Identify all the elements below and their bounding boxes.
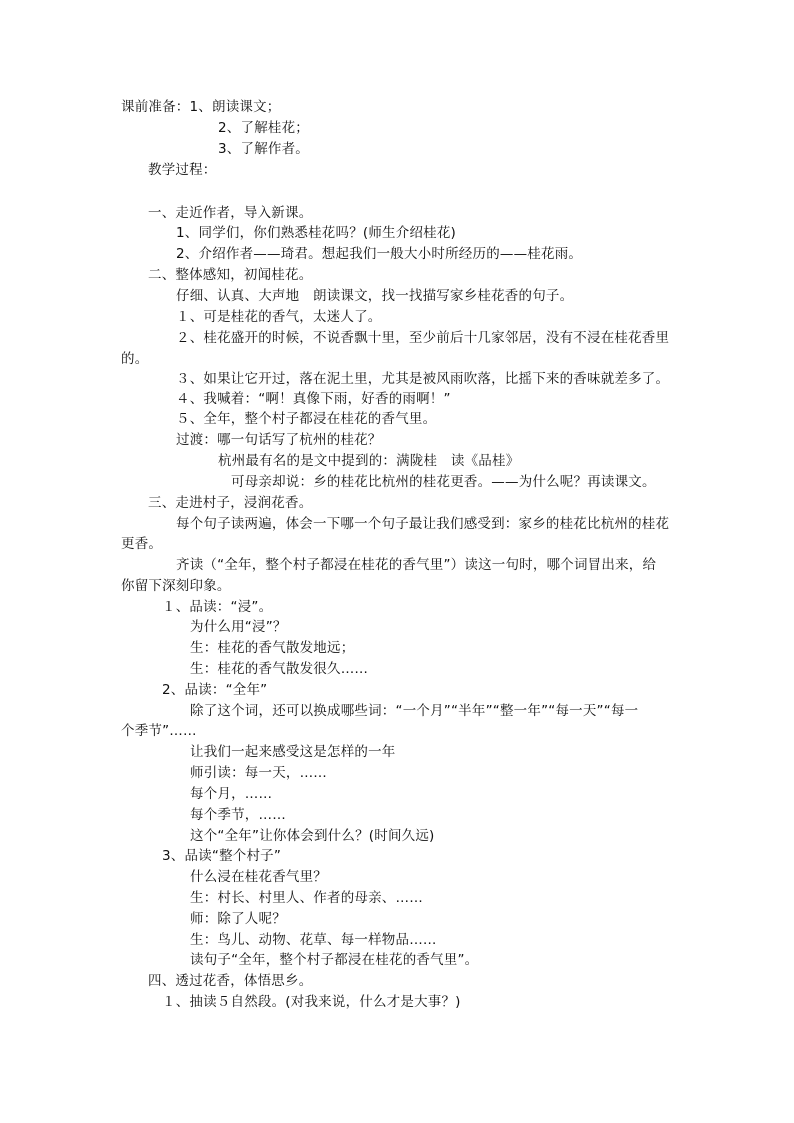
text-line: 2、品读：“全年” xyxy=(162,682,268,698)
text-line: 可母亲却说：乡的桂花比杭州的桂花更香。——为什么呢？再读课文。 xyxy=(231,474,656,490)
text-line: 生：桂花的香气散发地远； xyxy=(190,640,355,656)
section-heading-2: 二、整体感知，初闻桂花。 xyxy=(148,267,313,283)
text-line: 读句子“全年，整个村子都浸在桂花的香气里”。 xyxy=(190,952,479,968)
section-heading-process: 教学过程： xyxy=(148,162,217,178)
text-line: 你留下深刻印象。 xyxy=(121,578,231,594)
text-line: 更香。 xyxy=(121,536,163,552)
text-line: 仔细、认真、大声地 朗读课文，找一找描写家乡桂花香的句子。 xyxy=(176,288,574,304)
text-line: 过渡：哪一句话写了杭州的桂花？ xyxy=(176,432,382,448)
text-line: 杭州最有名的是文中提到的：满陇桂 读《品桂》 xyxy=(218,453,520,469)
text-line: 为什么用“浸”？ xyxy=(190,619,287,635)
text-line: １、品读：“浸”。 xyxy=(162,599,273,615)
text-line: 除了这个词，还可以换成哪些词：“一个月”“半年”“整一年”“每一天”“每一 xyxy=(190,703,639,719)
text-line: 1、同学们，你们熟悉桂花吗？(师生介绍桂花) xyxy=(176,225,457,241)
text-line: 每个季节，…… xyxy=(190,807,286,823)
text-line: 2、介绍作者——琦君。想起我们一般大小时所经历的——桂花雨。 xyxy=(176,246,583,262)
text-line: 每个句子读两遍，体会一下哪一个句子最让我们感受到：家乡的桂花比杭州的桂花 xyxy=(176,516,670,532)
text-line: 这个“全年”让你体会到什么？(时间久远) xyxy=(190,828,435,844)
text-line: １、可是桂花的香气，太迷人了。 xyxy=(176,309,382,325)
text-line: ４、我喊着：“啊！真像下雨，好香的雨啊！” xyxy=(176,391,451,407)
text-line: ３、如果让它开过，落在泥土里，尤其是被风雨吹落，比摇下来的香味就差多了。 xyxy=(176,371,670,387)
text-line: 生：鸟儿、动物、花草、每一样物品…… xyxy=(190,932,437,948)
text-line: 什么浸在桂花香气里？ xyxy=(190,869,327,885)
text-line: 师引读：每一天，…… xyxy=(190,765,327,781)
text-line: 每个月，…… xyxy=(190,786,273,802)
text-line: 3、品读“整个村子” xyxy=(162,848,282,864)
text-line: 的。 xyxy=(121,351,149,367)
section-heading-1: 一、走近作者，导入新课。 xyxy=(148,205,313,221)
text-line: 个季节”…… xyxy=(121,723,197,739)
text-line: 齐读（“全年，整个村子都浸在桂花的香气里”）读这一句时，哪个词冒出来，给 xyxy=(176,557,657,573)
prep-line-1: 课前准备：1、朗读课文； xyxy=(121,99,281,115)
text-line: 让我们一起来感受这是怎样的一年 xyxy=(190,744,396,760)
text-line: ２、桂花盛开的时候，不说香飘十里，至少前后十几家邻居，没有不浸在桂花香里 xyxy=(176,330,670,346)
text-line: ５、全年，整个村子都浸在桂花的香气里。 xyxy=(176,411,437,427)
section-heading-4: 四、透过花香，体悟思乡。 xyxy=(148,973,313,989)
text-line: 生：村长、村里人、作者的母亲、…… xyxy=(190,890,423,906)
prep-line-2: 2、了解桂花； xyxy=(218,120,309,136)
prep-line-3: 3、了解作者。 xyxy=(218,141,309,157)
text-line: 师：除了人呢？ xyxy=(190,911,286,927)
section-heading-3: 三、走进村子，浸润花香。 xyxy=(148,495,313,511)
text-line: １、抽读５自然段。(对我来说，什么才是大事？) xyxy=(162,994,461,1010)
text-line: 生：桂花的香气散发很久…… xyxy=(190,661,369,677)
